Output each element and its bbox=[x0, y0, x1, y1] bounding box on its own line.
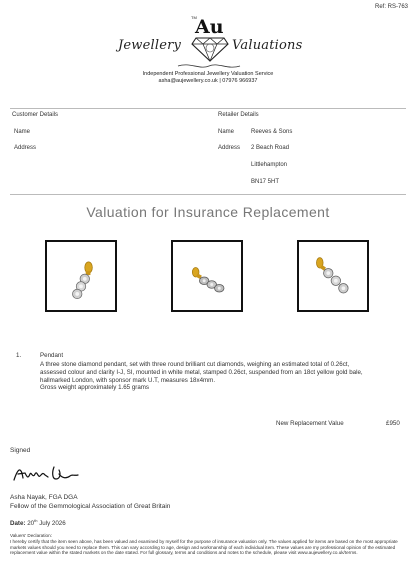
pendant-image bbox=[47, 242, 115, 310]
customer-address-label: Address bbox=[14, 145, 37, 151]
date-label: Date: bbox=[10, 520, 26, 528]
item-number: 1. bbox=[16, 352, 22, 359]
item-description: A three stone diamond pendant, set with three round brilliant cut diamonds, weighing an estimated total of 0.26ct, assessed colour and clarity I-J, SI, mounted in white metal, stamped 0.26ct, suspended from an 18ct yellow gold bale, hallmarked London, with sponsor mark U.T, measures 18x4mm. bbox=[40, 361, 363, 384]
brand-left-word: Jewellery bbox=[118, 38, 182, 53]
item-photo-angle bbox=[171, 240, 243, 312]
date-suffix: th bbox=[34, 518, 38, 523]
signature-image bbox=[12, 462, 92, 484]
brand-contact: asha@aujewellery.co.uk | 07976 966937 bbox=[158, 78, 258, 84]
item-description-block bbox=[40, 361, 370, 392]
diamond-icon bbox=[190, 32, 230, 62]
date-day: 20 bbox=[27, 520, 35, 528]
customer-section-label: Customer Details bbox=[12, 112, 59, 118]
brand-right-word: Valuations bbox=[232, 38, 303, 53]
divider bbox=[10, 108, 406, 109]
retailer-name-value: Reeves & Sons bbox=[251, 129, 293, 135]
brand-tagline: Independent Professional Jewellery Valuation Service bbox=[142, 71, 274, 77]
declaration-body: I hereby certify that the item seen above, has been valued and examined by myself for the purpose of insurance valuation only. The values applied for items are based on the most appropriate markets values should you need to replace them. This can vary according to age, design and workmanship of each individual item. These values are my professional opinion of the estimated replacement value within the stated markets on the date stated. For full glossary, terms and conditions and notes to the schedule, please visit www.aujewellery.co.uk/terms. bbox=[10, 539, 398, 556]
item-name: Pendant bbox=[40, 352, 64, 359]
signed-label: Signed bbox=[10, 447, 31, 454]
reference-number: Ref: RS-763 bbox=[374, 4, 408, 10]
retailer-address-line-1: 2 Beach Road bbox=[251, 145, 290, 151]
item-photo-front bbox=[45, 240, 117, 312]
retailer-address-line-2: Littlehampton bbox=[251, 162, 288, 168]
retailer-address-label: Address bbox=[218, 145, 241, 151]
brand-trademark: TM bbox=[191, 15, 197, 20]
date-month-year: July 2026 bbox=[39, 520, 66, 528]
customer-name-label: Name bbox=[14, 129, 31, 135]
declaration-title: Valuers' Declaration: bbox=[10, 533, 52, 538]
valuation-date bbox=[10, 518, 66, 527]
replacement-value: £950 bbox=[386, 420, 400, 427]
retailer-name-label: Name bbox=[218, 129, 235, 135]
valuer-fellowship: Fellow of the Gemmological Association of Great Britain bbox=[10, 503, 171, 510]
retailer-section-label: Retailer Details bbox=[218, 112, 259, 118]
valuer-name: Asha Nayak, FGA DGA bbox=[10, 494, 78, 501]
pendant-image bbox=[173, 242, 241, 310]
item-photo-side bbox=[297, 240, 369, 312]
brand-mark: Au bbox=[195, 16, 224, 38]
brand-logo bbox=[0, 12, 416, 72]
pendant-image bbox=[299, 242, 367, 310]
replacement-value-label: New Replacement Value bbox=[276, 420, 344, 427]
retailer-address-line-3: BN17 5HT bbox=[251, 179, 280, 185]
flourish-icon bbox=[176, 62, 242, 70]
divider bbox=[10, 194, 406, 195]
service-info bbox=[0, 71, 416, 85]
item-weight: Gross weight approximately 1.65 grams bbox=[40, 384, 150, 392]
document-title: Valuation for Insurance Replacement bbox=[86, 204, 330, 220]
